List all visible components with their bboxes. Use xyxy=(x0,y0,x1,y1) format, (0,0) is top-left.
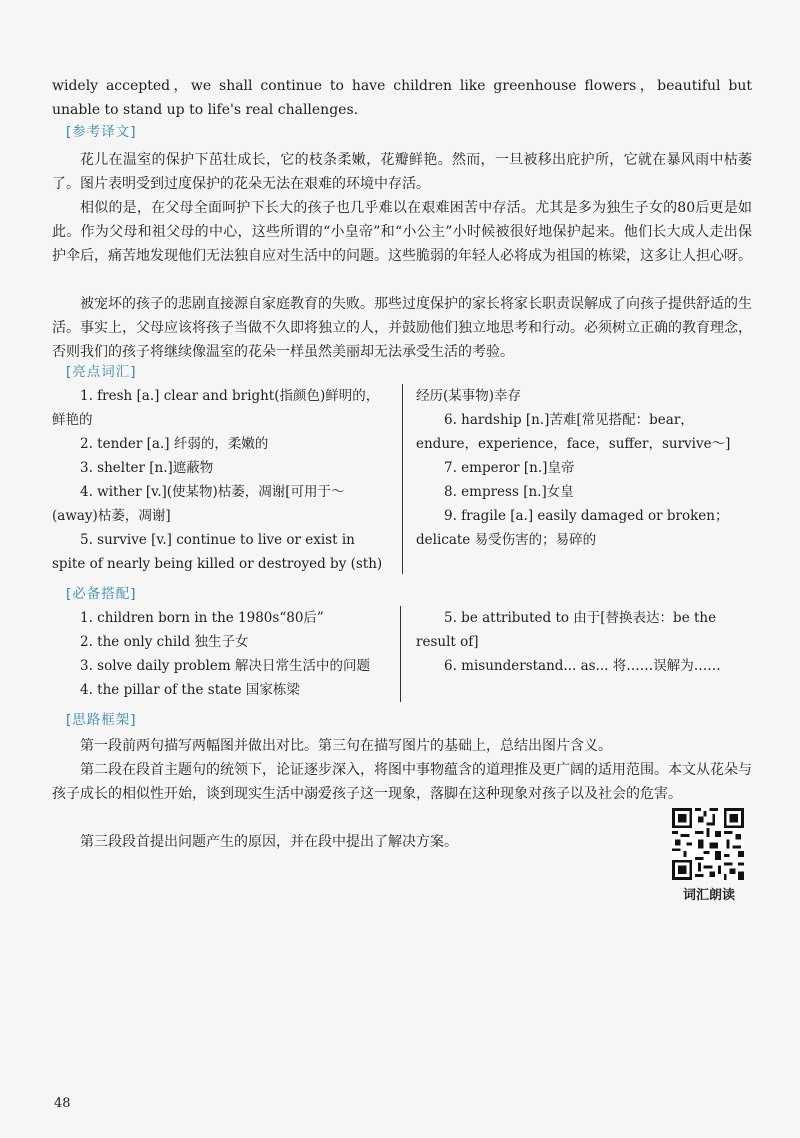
translation-paragraph-1: 花儿在温室的保护下茁壮成长，它的枝条柔嫩，花瓣鲜艳。然而，一旦被移出庇护所，它就在暴风雨中枯萎了。图片表明受到过度保护的花朵无法在艰难的环境中存活。 xyxy=(52,152,752,192)
framework-paragraph-3: 第三段段首提出问题产生的原因，并在段中提出了解决方案。 xyxy=(80,834,458,850)
qr-code-icon[interactable] xyxy=(672,808,744,880)
vocab-item: 6. hardship [n.]苦难[常见搭配：bear，endure，experience，face，suffer，survive～] xyxy=(416,412,731,452)
framework-heading: [思路框架] xyxy=(66,712,137,728)
translation-heading: [参考译文] xyxy=(66,124,137,140)
vocab-item: 3. shelter [n.]遮蔽物 xyxy=(80,460,214,476)
collocation-item: 1. children born in the 1980s“80后” xyxy=(80,610,324,626)
vocab-item: 1. fresh [a.] clear and bright(指颜色)鲜明的，鲜艳的 xyxy=(52,388,380,428)
intro-continued-text: widely accepted，we shall continue to have children like greenhouse flowers，beautiful but unable to stand up to life's real challenges. xyxy=(52,78,752,118)
vocab-item: 2. tender [a.] 纤弱的，柔嫩的 xyxy=(80,436,269,452)
vocab-left-column xyxy=(52,384,387,576)
collocations-left-column xyxy=(52,606,387,702)
vocab-item: 经历(某事物)幸存 xyxy=(416,388,522,404)
column-divider xyxy=(400,606,401,702)
vocab-heading: [亮点词汇] xyxy=(66,364,137,380)
collocations-heading: [必备搭配] xyxy=(66,586,137,602)
framework-paragraph-2: 第二段在段首主题句的统领下，论证逐步深入，将图中事物蕴含的道理推及更广阔的适用范围。本文从花朵与孩子成长的相似性开始，谈到现实生活中溺爱孩子这一现象，落脚在这种现象对孩子以及社会的危害。 xyxy=(52,762,752,802)
page-number: 48 xyxy=(54,1096,71,1111)
qr-caption: 词汇朗读 xyxy=(682,888,735,903)
translation-paragraph-2: 相似的是，在父母全面呵护下长大的孩子也几乎难以在艰难困苦中存活。尤其是多为独生子女的80后更是如此。作为父母和祖父母的中心，这些所谓的“小皇帝”和“小公主”小时候被很好地保护起来。他们长大成人走出保护伞后，痛苦地发现他们无法独自应对生活中的问题。这些脆弱的年轻人必将成为祖国的栋梁，这多让人担心呀。 xyxy=(52,200,752,264)
collocation-item: 2. the only child 独生子女 xyxy=(80,634,249,650)
vocab-item: 9. fragile [a.] easily damaged or broken；delicate 易受伤害的；易碎的 xyxy=(416,508,729,548)
vocab-item: 7. emperor [n.]皇帝 xyxy=(444,460,575,476)
column-divider xyxy=(402,384,403,574)
collocation-item: 6. misunderstand... as... 将……误解为…… xyxy=(444,658,721,674)
vocab-item: 8. empress [n.]女皇 xyxy=(444,484,574,500)
collocation-item: 3. solve daily problem 解决日常生活中的问题 xyxy=(80,658,370,674)
translation-paragraph-3: 被宠坏的孩子的悲剧直接源自家庭教育的失败。那些过度保护的家长将家长职责误解成了向孩子提供舒适的生活。事实上，父母应该将孩子当做不久即将独立的人，并鼓励他们独立地思考和行动。必须树立正确的教育理念，否则我们的孩子将继续像温室的花朵一样虽然美丽却无法承受生活的考验。 xyxy=(52,296,752,360)
vocab-item: 5. survive [v.] continue to live or exist in spite of nearly being killed or destroyed by (sth) xyxy=(52,532,383,572)
vocab-right-column xyxy=(416,384,746,552)
collocations-right-column xyxy=(416,606,746,678)
collocation-item: 5. be attributed to 由于[替换表达：be the result of] xyxy=(416,610,717,650)
framework-paragraph-1: 第一段前两句描写两幅图并做出对比。第三句在描写图片的基础上，总结出图片含义。 xyxy=(80,738,612,754)
vocab-item: 4. wither [v.](使某物)枯萎，凋谢[可用于～(away)枯萎，凋谢] xyxy=(52,484,345,524)
collocation-item: 4. the pillar of the state 国家栋梁 xyxy=(80,682,300,698)
